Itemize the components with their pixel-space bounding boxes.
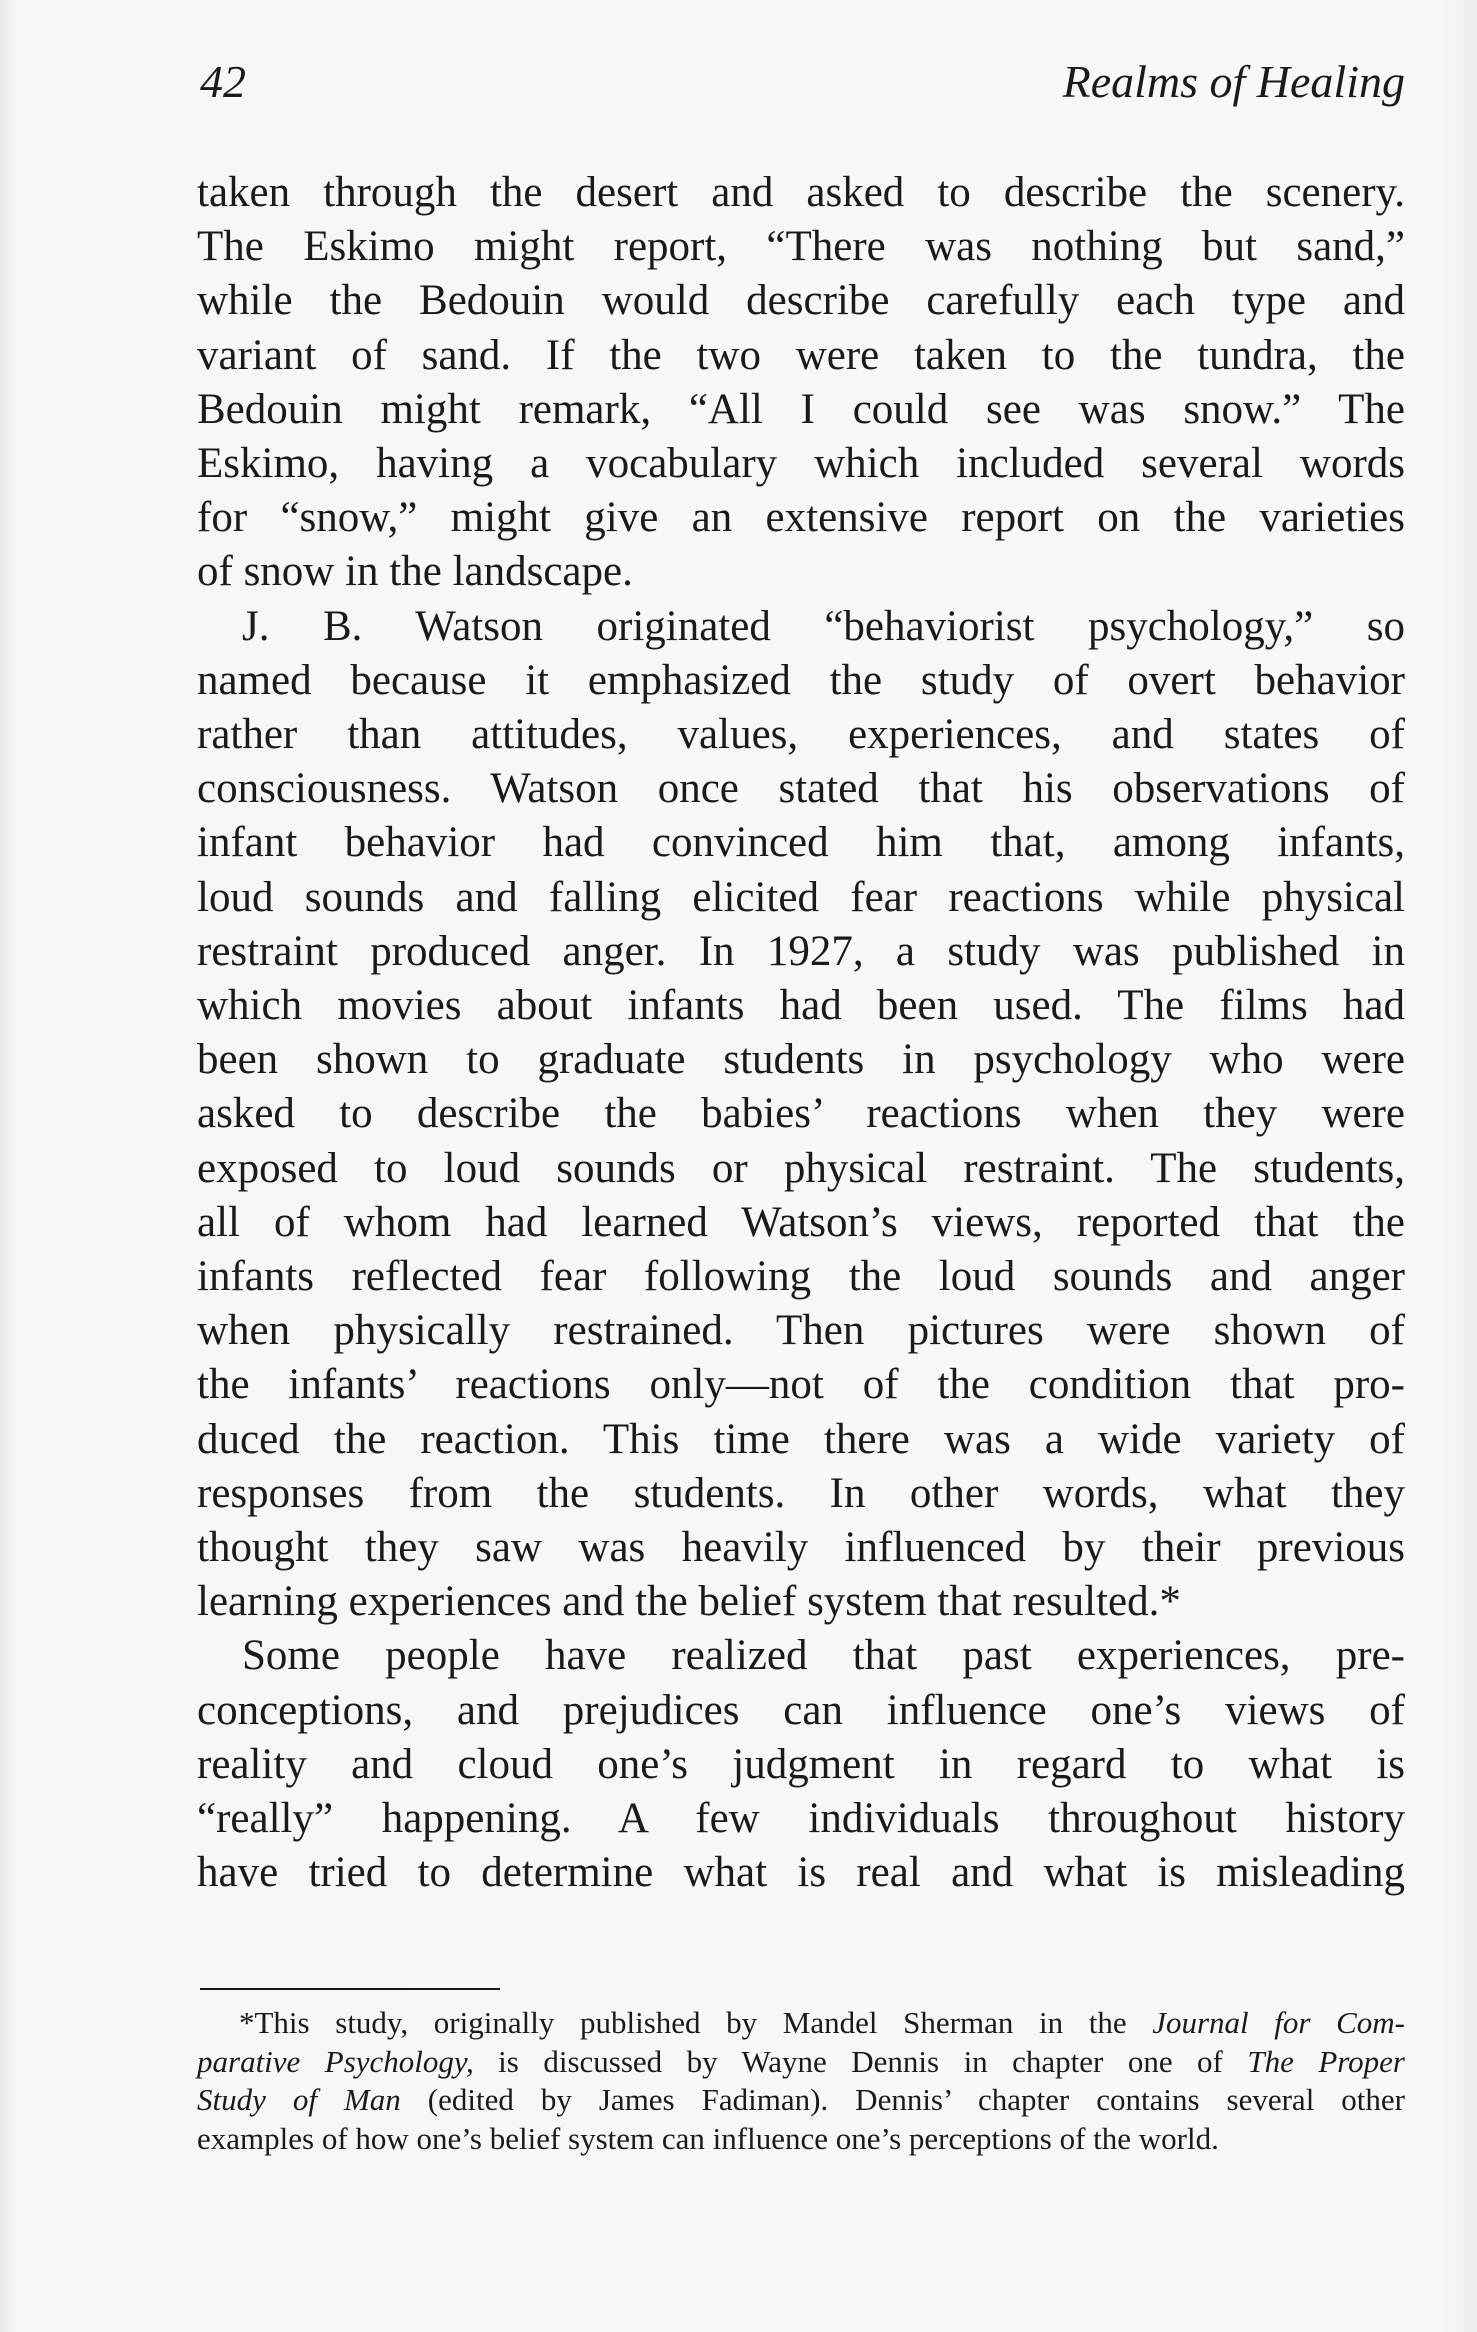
footnote-line — [197, 2004, 1405, 2043]
footnote-rule — [200, 1988, 500, 1990]
text-line: responses from the students. In other words, what they — [197, 1469, 1405, 1517]
text-line: Eskimo, having a vocabulary which included several words — [197, 440, 1405, 488]
page-number: 42 — [200, 56, 246, 107]
text-line: Bedouin might remark, “All I could see was snow.” The — [197, 385, 1405, 433]
text-line: loud sounds and falling elicited fear reactions while physical — [197, 873, 1405, 921]
text-line: infants reflected fear following the loud sounds and anger — [197, 1253, 1405, 1301]
text-line: “really” happening. A few individuals throughout history — [197, 1795, 1405, 1843]
book-title: The Proper — [1247, 2043, 1405, 2079]
text-line: have tried to determine what is real and what is misleading — [197, 1849, 1405, 1897]
page-header — [200, 52, 1405, 112]
text-line: taken through the desert and asked to describe the scenery. — [197, 169, 1405, 216]
text-line: restraint produced anger. In 1927, a study was published in — [197, 927, 1405, 975]
book-title: Study of Man — [197, 2082, 401, 2117]
footnote-text: (edited by James Fadiman). Dennis’ chapter contains several other — [400, 2082, 1405, 2117]
body-text — [197, 166, 1405, 1901]
text-line: consciousness. Watson once stated that his observations of — [197, 765, 1405, 813]
footnote-line — [197, 2081, 1405, 2120]
text-line: thought they saw was heavily influenced by their previous — [197, 1524, 1405, 1572]
text-line: learning experiences and the belief system that resulted.* — [197, 1578, 1181, 1626]
footnote-text: *This study, originally published by Mandel Sherman in the — [239, 2005, 1153, 2040]
text-line: reality and cloud one’s judgment in regard to what is — [197, 1740, 1405, 1788]
footnote-text: is discussed by Wayne Dennis in chapter one of — [473, 2043, 1248, 2079]
text-line: rather than attitudes, values, experiences, and states of — [197, 711, 1405, 759]
text-line: duced the reaction. This time there was a wide variety of — [197, 1415, 1405, 1463]
text-line: variant of sand. If the two were taken to the tundra, the — [197, 331, 1405, 379]
text-line: for “snow,” might give an extensive report on the varieties — [197, 494, 1405, 542]
footnote-line: examples of how one’s belief system can influence one’s perceptions of the world. — [197, 2120, 1219, 2156]
text-line: Some people have realized that past experiences, pre- — [242, 1632, 1405, 1680]
text-line: conceptions, and prejudices can influence one’s views of — [197, 1686, 1405, 1734]
text-line: the infants’ reactions only—not of the condition that pro- — [197, 1361, 1405, 1409]
text-line: while the Bedouin would describe carefully each type and — [197, 277, 1405, 325]
text-line: which movies about infants had been used. The films had — [197, 982, 1405, 1030]
journal-title: Journal for Com- — [1152, 2005, 1406, 2040]
running-title: Realms of Healing — [1062, 56, 1405, 107]
footnote — [197, 2004, 1405, 2158]
text-line: of snow in the landscape. — [197, 548, 633, 596]
text-line: named because it emphasized the study of overt behavior — [197, 656, 1405, 704]
footnote-line — [197, 2043, 1405, 2082]
text-line: when physically restrained. Then pictures were shown of — [197, 1307, 1405, 1355]
text-line: infant behavior had convinced him that, among infants, — [197, 819, 1405, 867]
journal-title: parative Psychology, — [197, 2043, 474, 2079]
text-line: all of whom had learned Watson’s views, reported that the — [197, 1198, 1405, 1246]
text-line: J. B. Watson originated “behaviorist psychology,” so — [242, 602, 1405, 650]
text-line: The Eskimo might report, “There was nothing but sand,” — [197, 223, 1405, 271]
text-line: asked to describe the babies’ reactions when they were — [197, 1090, 1405, 1138]
text-line: exposed to loud sounds or physical restraint. The students, — [197, 1144, 1405, 1192]
text-line: been shown to graduate students in psychology who were — [197, 1036, 1405, 1084]
